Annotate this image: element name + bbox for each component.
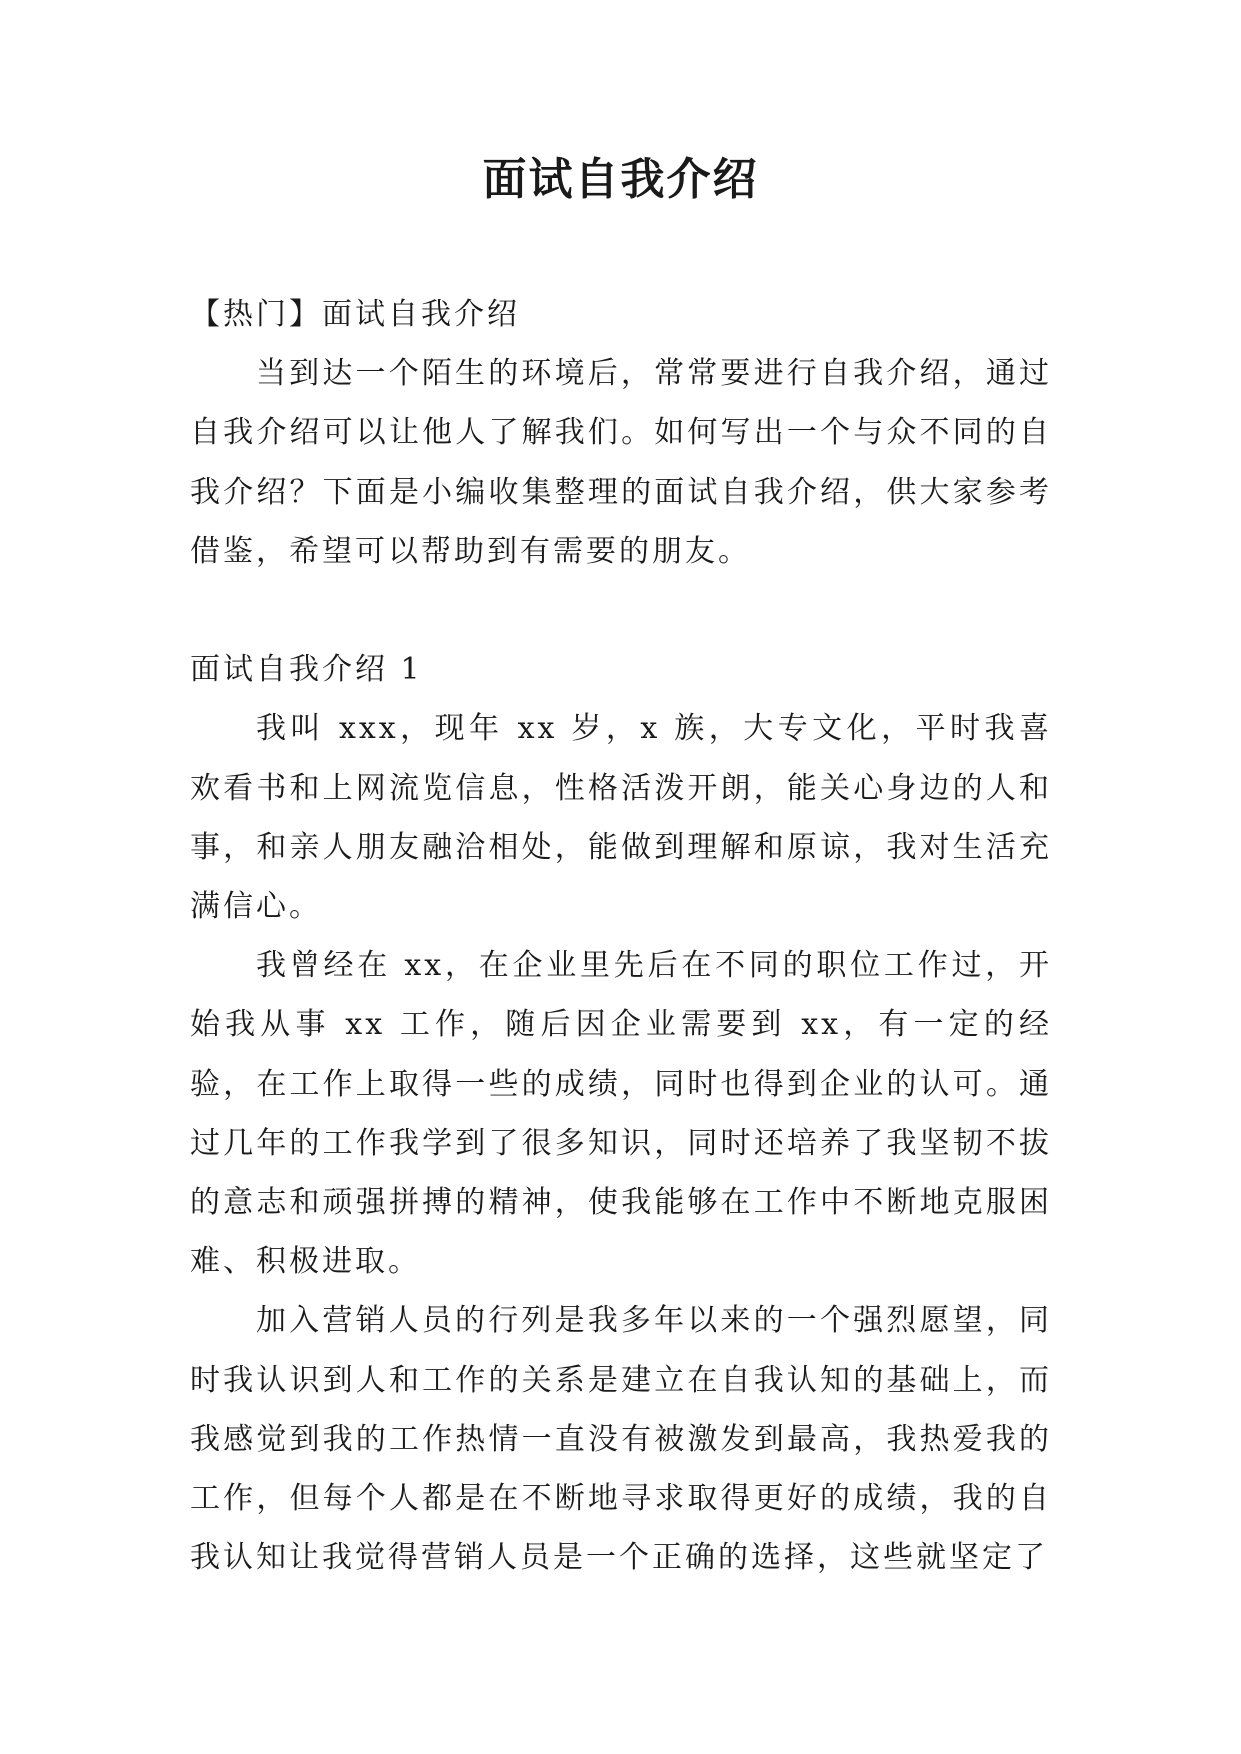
section-title: 面试自我介绍 1 [190,652,423,688]
body-paragraph-2: 我曾经在 xx，在企业里先后在不同的职位工作过，开始我从事 xx 工作，随后因企业需要到 xx，有一定的经验，在工作上取得一些的成绩，同时也得到企业的认可。通过几年的工作我学到了很多知识，同时还培养了我坚韧不拔的意志和顽强拼搏的精神，使我能够在工作中不断地克服困难、积极进取。 [190,948,1052,1280]
paragraph-spacer [190,581,1052,640]
document-title: 面试自我介绍 [482,154,759,205]
body-paragraph-1: 我叫 xxx，现年 xx 岁，x 族，大专文化，平时我喜欢看书和上网流览信息，性格活泼开朗，能关心身边的人和事，和亲人朋友融洽相处，能做到理解和原谅，我对生活充满信心。 [190,711,1052,925]
heading-line: 【热门】面试自我介绍 [190,297,520,332]
body-paragraph-3: 加入营销人员的行列是我多年以来的一个强烈愿望，同时我认识到人和工作的关系是建立在自我认知的基础上，而我感觉到我的工作热情一直没有被激发到最高，我热爱我的工作，但每个人都是在不断地寻求取得更好的成绩，我的自我认知让我觉得营销人员是一个正确的选择，这些就坚定了 [190,1303,1052,1576]
intro-paragraph: 当到达一个陌生的环境后，常常要进行自我介绍，通过自我介绍可以让他人了解我们。如何写出一个与众不同的自我介绍？下面是小编收集整理的面试自我介绍，供大家参考借鉴，希望可以帮助到有需要的朋友。 [190,356,1052,569]
document-body [190,285,1052,1587]
